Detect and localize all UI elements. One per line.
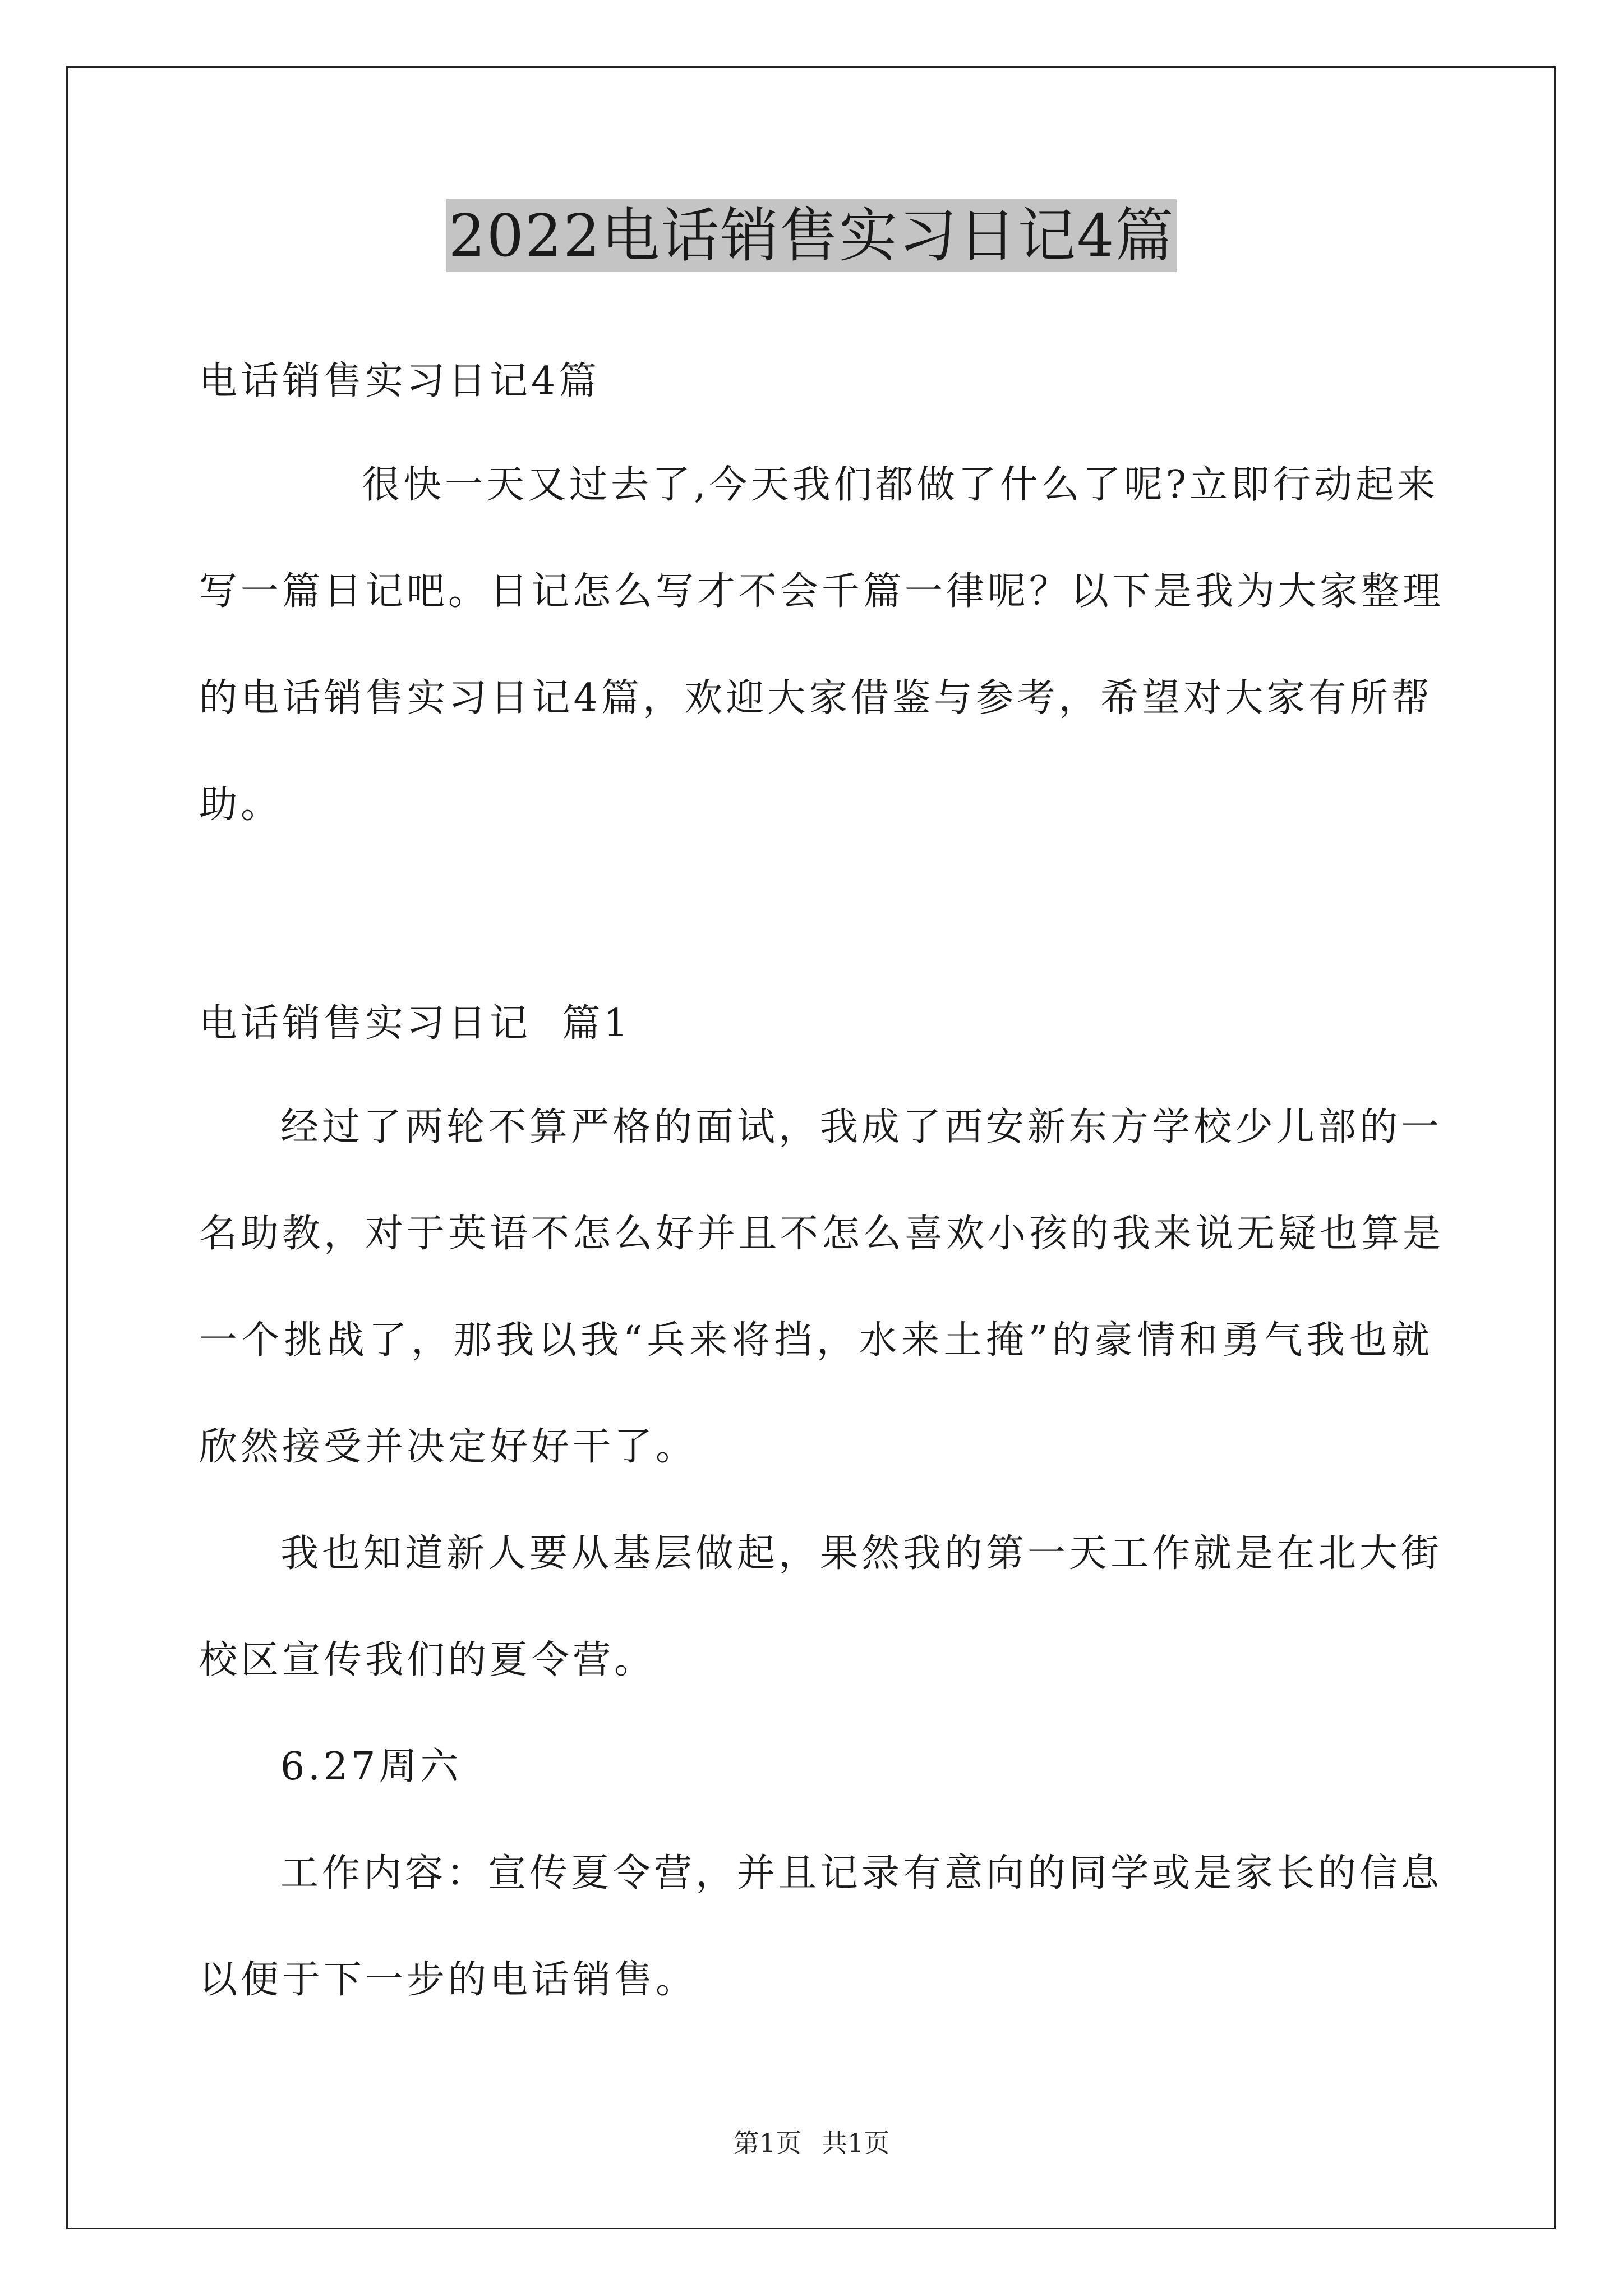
- paragraph-line: 名助教，对于英语不怎么好并且不怎么喜欢小孩的我来说无疑也算是: [199, 1212, 1445, 1256]
- paragraph-line: 欣然接受并决定好好干了。: [199, 1425, 698, 1469]
- intro-paragraph: [199, 432, 1445, 858]
- paragraph-line: 经过了两轮不算严格的面试，我成了西安新东方学校少儿部的一: [280, 1105, 1443, 1149]
- date-line: 6.27周六: [280, 1745, 462, 1789]
- intro-line: 写一篇日记吧。日记怎么写才不会千篇一律呢？以下是我为大家整理: [199, 569, 1445, 614]
- date-line-block: [199, 1714, 1433, 1820]
- document-title: 2022电话销售实习日记4篇: [446, 199, 1177, 272]
- page-total: 共1页: [822, 2128, 890, 2158]
- document-subtitle-block: [199, 328, 1433, 435]
- paragraph-line: 工作内容：宣传夏令营，并且记录有意向的同学或是家长的信息: [280, 1851, 1443, 1895]
- intro-line: 的电话销售实习日记4篇，欢迎大家借鉴与参考，希望对大家有所帮: [199, 676, 1433, 720]
- intro-line: 很快一天又过去了,今天我们都做了什么了呢?立即行动起来: [362, 463, 1439, 507]
- intro-line: 助。: [199, 783, 283, 827]
- paragraph-line: 一个挑战了，那我以我“兵来将挡，水来土掩”的豪情和勇气我也就: [199, 1318, 1433, 1363]
- page-footer: [0, 2126, 1623, 2160]
- paragraph-line: 以便于下一步的电话销售。: [199, 1958, 698, 2002]
- section-paragraph-3: [199, 1820, 1443, 2033]
- section-heading: 电话销售实习日记 篇1: [199, 1001, 631, 1046]
- section-paragraph-2: [199, 1501, 1443, 1714]
- title-container: [0, 199, 1623, 272]
- section-heading-block: [199, 970, 1433, 1077]
- paragraph-line: 我也知道新人要从基层做起，果然我的第一天工作就是在北大街: [280, 1531, 1443, 1576]
- section-paragraph-1: [199, 1074, 1445, 1501]
- page-number: 第1页: [733, 2128, 801, 2158]
- paragraph-line: 校区宣传我们的夏令营。: [199, 1638, 656, 1682]
- document-subtitle: 电话销售实习日记4篇: [199, 359, 601, 403]
